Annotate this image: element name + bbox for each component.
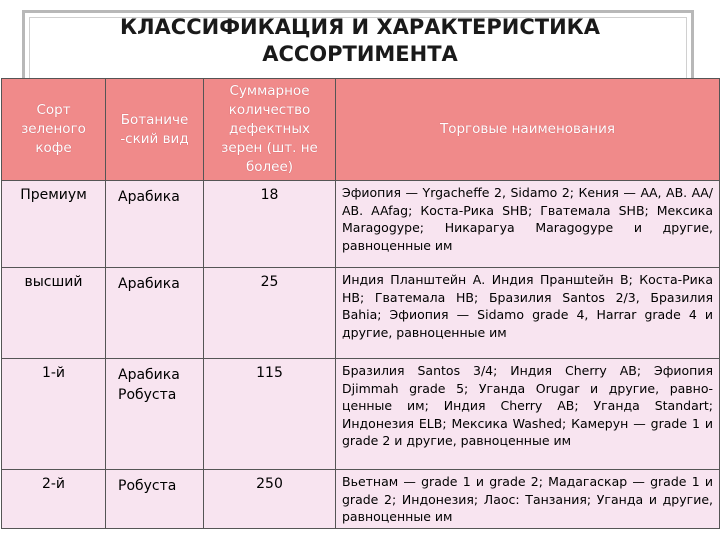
cell-trade-names: Индия Планштейн А. Индия Пpаншtейн В; Коста-Рика НВ; Гватемала НВ; Бразилия Santos 2/3, Бразилия Bahia; Эфиопия — Sidamo grade 4, Harrar grade 4 и другие, равноценные им bbox=[336, 268, 720, 359]
cell-defects: 250 bbox=[204, 470, 336, 529]
cell-trade-names: Эфиопия — Yrgacheffe 2, Sidamo 2; Кения — АА, АВ. АА/АВ. AAfag; Коста-Рика SHB; Гватемала SHB; Мексика Maragogype; Никарагуа Maragogype и другие, равноценные им bbox=[336, 181, 720, 268]
table-row bbox=[2, 268, 720, 359]
header-species: Ботаниче -ский вид bbox=[106, 79, 204, 181]
header-sort: Сорт зеленого кофе bbox=[2, 79, 106, 181]
assortment-table bbox=[1, 78, 720, 529]
cell-trade-names: Вьетнам — grade 1 и grade 2; Мадагаскар — grade 1 и grade 2; Индонезия; Лаос: Танзания; Уганда и другие, равноценные им bbox=[336, 470, 720, 529]
cell-species: Робуста bbox=[106, 470, 204, 529]
table-row bbox=[2, 359, 720, 470]
cell-sort: высший bbox=[2, 268, 106, 359]
cell-defects: 115 bbox=[204, 359, 336, 470]
header-defects: Суммарное количество дефектных зерен (шт. не более) bbox=[204, 79, 336, 181]
cell-defects: 25 bbox=[204, 268, 336, 359]
header-row bbox=[2, 79, 720, 181]
cell-species: Арабика Робуста bbox=[106, 359, 204, 470]
table-row bbox=[2, 181, 720, 268]
cell-species: Арабика bbox=[106, 181, 204, 268]
cell-sort: Премиум bbox=[2, 181, 106, 268]
cell-defects: 18 bbox=[204, 181, 336, 268]
cell-sort: 1-й bbox=[2, 359, 106, 470]
cell-sort: 2-й bbox=[2, 470, 106, 529]
table-row bbox=[2, 470, 720, 529]
cell-species: Арабика bbox=[106, 268, 204, 359]
title-line-2: АССОРТИМЕНТА bbox=[262, 42, 458, 66]
page-title bbox=[0, 14, 720, 68]
cell-trade-names: Бразилия Santos 3/4; Индия Cherry АВ; Эфиопия Djimmah grade 5; Уганда Orugar и другие, равно-ценные им; Индия Cherry АВ; Уганда Standart; Индонезия ELB; Мексика Washed; Камерун — grade 1 и grade 2 и другие, равноценные им bbox=[336, 359, 720, 470]
header-trade-names: Торговые наименования bbox=[336, 79, 720, 181]
title-line-1: КЛАССИФИКАЦИЯ И ХАРАКТЕРИСТИКА bbox=[119, 15, 601, 39]
